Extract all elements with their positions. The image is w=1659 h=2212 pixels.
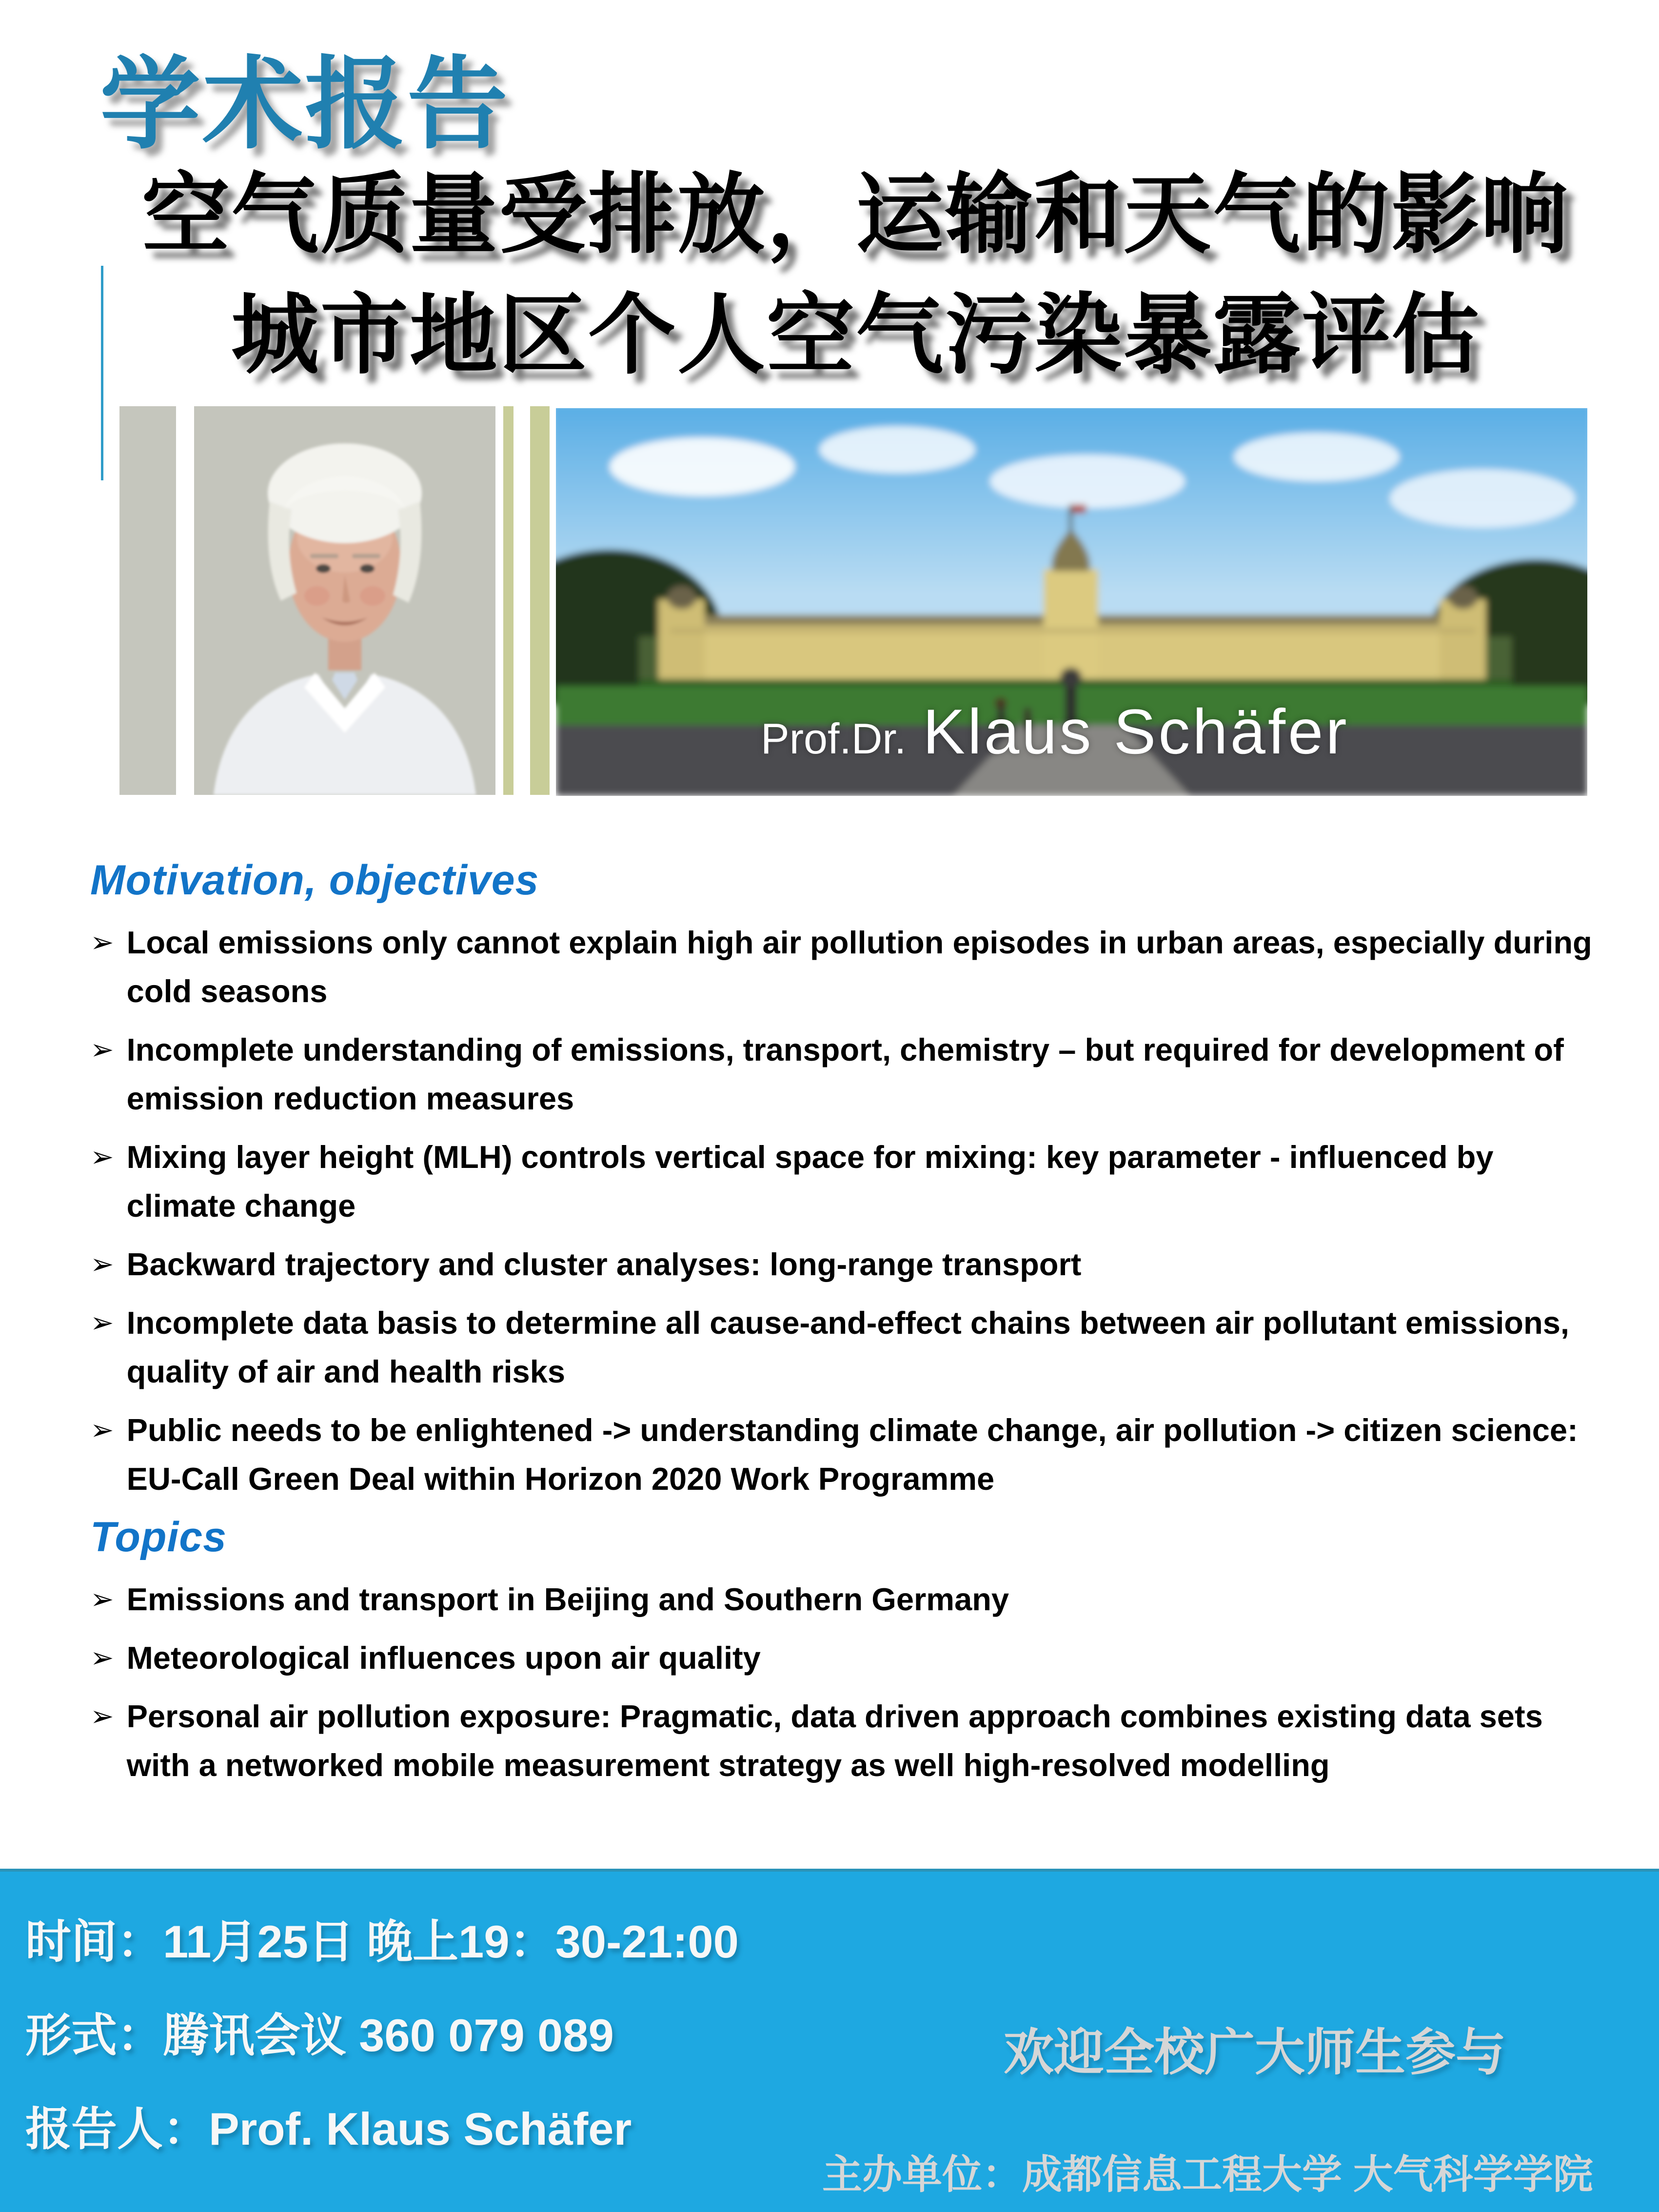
olive-accent-stripe-narrow	[503, 406, 514, 795]
list-item	[90, 918, 1592, 1016]
title-line-1: 空气质量受排放，运输和天气的影响	[141, 166, 1570, 264]
list-item	[90, 1299, 1592, 1396]
list-item	[90, 1406, 1592, 1503]
arrow-bullet-icon: ➢	[90, 1034, 114, 1066]
section-heading-topics: Topics	[90, 1514, 227, 1560]
arrow-bullet-icon: ➢	[90, 1248, 114, 1280]
footer-welcome-message: 欢迎全校广大师生参与	[1004, 2024, 1506, 2080]
list-item	[90, 1240, 1592, 1289]
bullet-text: Meteorological influences upon air quality	[126, 1640, 761, 1676]
speaker-caption-prefix: Prof.Dr.	[761, 714, 907, 763]
section-heading-motivation: Motivation, objectives	[90, 857, 539, 904]
gray-accent-bar	[119, 406, 176, 795]
bullet-text: Public needs to be enlightened -> understanding climate change, air pollution -> citizen science: EU-Call Green Deal within Horizon 2020 Work Programme	[126, 1412, 1578, 1497]
arrow-bullet-icon: ➢	[90, 1583, 114, 1615]
footer-format: 形式：腾讯会议 360 079 089	[25, 2010, 614, 2061]
title-line-2: 城市地区个人空气污染暴露评估	[231, 286, 1481, 384]
footer-speaker: 报告人：Prof. Klaus Schäfer	[25, 2103, 632, 2154]
arrow-bullet-icon: ➢	[90, 1307, 114, 1339]
footer-time: 时间：11月25日 晚上19：30-21:00	[25, 1916, 739, 1967]
list-item	[90, 1026, 1592, 1123]
palace-photo	[556, 408, 1587, 796]
olive-accent-stripe-wide	[530, 406, 550, 795]
bullet-text: Incomplete data basis to determine all cause-and-effect chains between air pollutant emissions, quality of air and health risks	[126, 1305, 1569, 1389]
body-content	[90, 856, 1592, 1799]
arrow-bullet-icon: ➢	[90, 1700, 114, 1732]
bullet-text: Incomplete understanding of emissions, transport, chemistry – but required for development of emission reduction measures	[126, 1032, 1564, 1116]
speaker-banner	[0, 406, 1659, 795]
motivation-list	[90, 918, 1592, 1503]
bullet-text: Local emissions only cannot explain high air pollution episodes in urban areas, especially during cold seasons	[126, 925, 1592, 1009]
arrow-bullet-icon: ➢	[90, 1141, 114, 1173]
bullet-text: Mixing layer height (MLH) controls vertical space for mixing: key parameter - influenced by climate change	[126, 1139, 1494, 1224]
footer-banner	[0, 1869, 1659, 2212]
bullet-text: Backward trajectory and cluster analyses: long-range transport	[126, 1246, 1082, 1282]
speaker-portrait-photo	[194, 406, 495, 795]
list-item	[90, 1575, 1592, 1624]
footer-host-organization: 主办单位：成都信息工程大学 大气科学学院	[822, 2153, 1593, 2197]
bullet-text: Emissions and transport in Beijing and Southern Germany	[126, 1581, 1009, 1617]
speaker-caption-name: Klaus Schäfer	[923, 696, 1349, 767]
arrow-bullet-icon: ➢	[90, 1414, 114, 1446]
list-item	[90, 1133, 1592, 1230]
list-item	[90, 1692, 1592, 1790]
page-title	[98, 155, 1614, 395]
speaker-caption	[761, 695, 1349, 768]
page-kicker: 学术报告	[100, 48, 510, 160]
list-item	[90, 1634, 1592, 1682]
arrow-bullet-icon: ➢	[90, 927, 114, 958]
arrow-bullet-icon: ➢	[90, 1642, 114, 1674]
topics-list	[90, 1575, 1592, 1790]
bullet-text: Personal air pollution exposure: Pragmatic, data driven approach combines existing data sets with a networked mobile measurement strategy as well high-resolved modelling	[126, 1698, 1543, 1783]
